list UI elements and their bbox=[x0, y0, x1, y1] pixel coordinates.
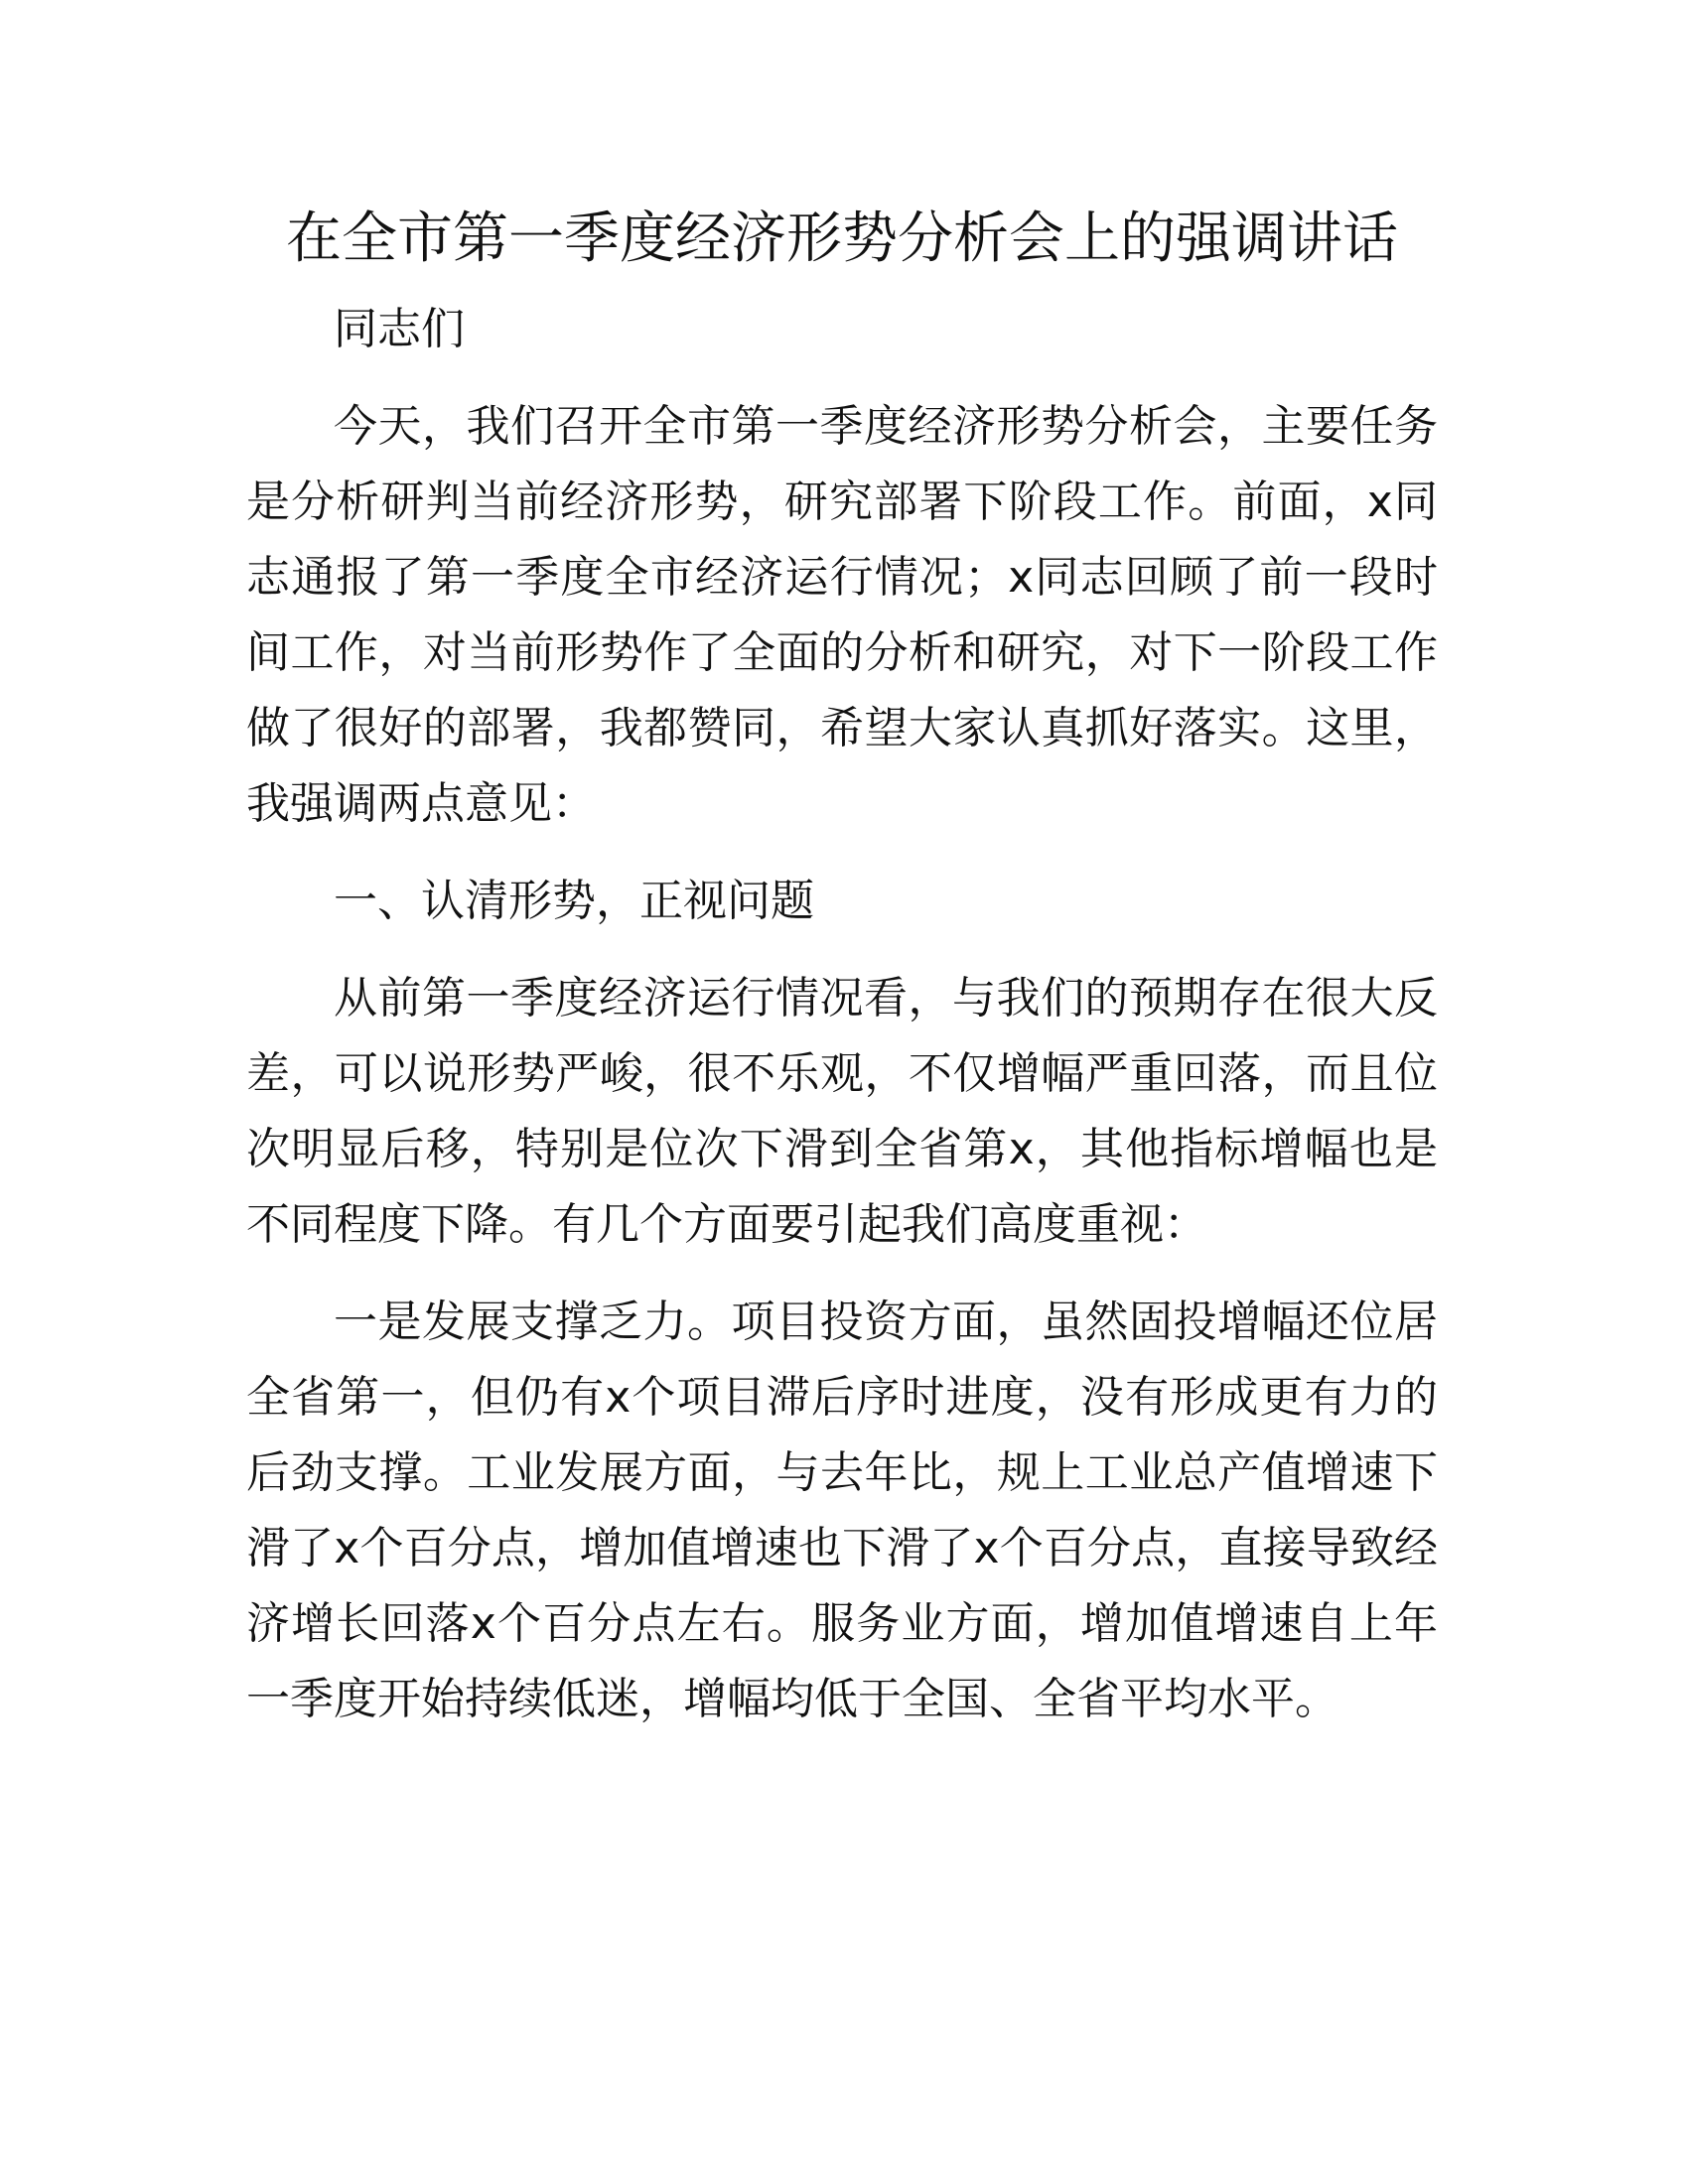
document-body bbox=[246, 199, 1438, 1737]
paragraph-situation: 从前第一季度经济运行情况看，与我们的预期存在很大反差，可以说形势严峻，很不乐观，不仅增幅严重回落，而且位次明显后移，特别是位次下滑到全省第x，其他指标增幅也是不同程度下降。有几个方面要引起我们高度重视： bbox=[246, 973, 1438, 1250]
paragraph-point-1: 一是发展支撑乏力。项目投资方面，虽然固投增幅还位居全省第一，但仍有x个项目滞后序时进度，没有形成更有力的后劲支撑。工业发展方面，与去年比，规上工业总产值增速下滑了x个百分点，增加值增速也下滑了x个百分点，直接导致经济增长回落x个百分点左右。服务业方面，增加值增速自上年一季度开始持续低迷，增幅均低于全国、全省平均水平。 bbox=[246, 1297, 1438, 1724]
salutation: 同志们 bbox=[334, 304, 465, 354]
document-title: 在全市第一季度经济形势分析会上的强调讲话 bbox=[286, 206, 1398, 271]
section-heading-1: 一、认清形势，正视问题 bbox=[334, 876, 814, 926]
paragraph-intro: 今天，我们召开全市第一季度经济形势分析会，主要任务是分析研判当前经济形势，研究部署下阶段工作。前面，x同志通报了第一季度全市经济运行情况；x同志回顾了前一段时间工作，对当前形势作了全面的分析和研究，对下一阶段工作做了很好的部署，我都赞同，希望大家认真抓好落实。这里，我强调两点意见： bbox=[246, 401, 1438, 829]
